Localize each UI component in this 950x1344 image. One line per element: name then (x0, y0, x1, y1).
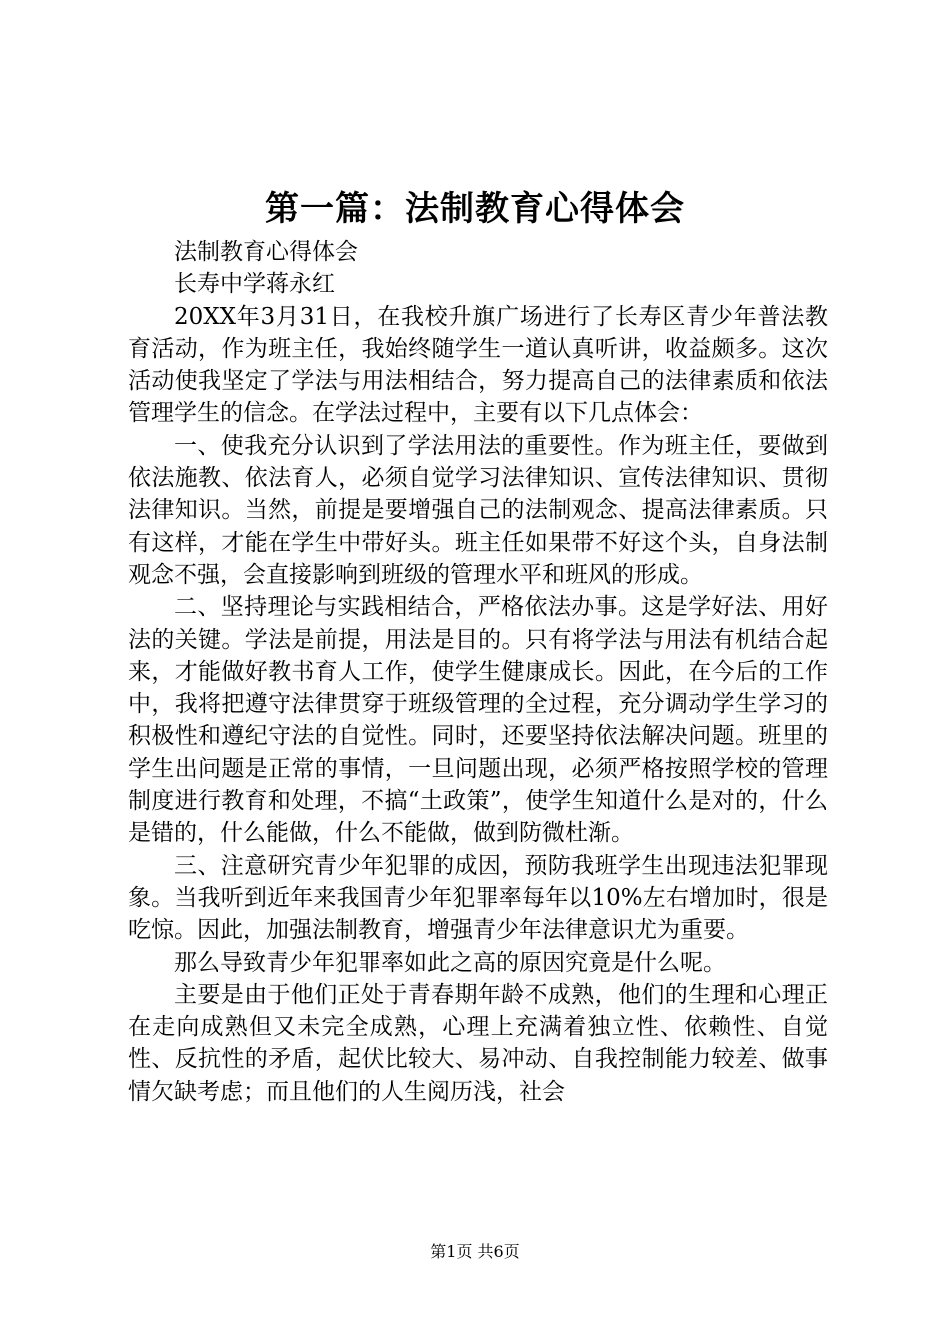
page-footer: 第1页 共6页 (430, 1242, 520, 1261)
document-title: 第一篇：法制教育心得体会 (265, 189, 685, 229)
paragraph-intro: 20XX年3月31日，在我校升旗广场进行了长寿区青少年普法教育活动，作为班主任，我始终随学生一道认真听讲，收益颇多。这次活动使我坚定了学法与用法相结合，努力提高自己的法律素质和依法管理学生的信念。在学法过程中，主要有以下几点体会： (128, 303, 828, 427)
paragraph-point-three: 三、注意研究青少年犯罪的成因，预防我班学生出现违法犯罪现象。当我听到近年来我国青少年犯罪率每年以10%左右增加时，很是吃惊。因此，加强法制教育，增强青少年法律意识尤为重要。 (128, 852, 828, 944)
document-body (128, 236, 828, 1108)
paragraph-point-one: 一、使我充分认识到了学法用法的重要性。作为班主任，要做到依法施教、依法育人，必须自觉学习法律知识、宣传法律知识、贯彻法律知识。当然，前提是要增强自己的法制观念、提高法律素质。只有这样，才能在学生中带好头。班主任如果带不好这个头，自身法制观念不强，会直接影响到班级的管理水平和班风的形成。 (128, 432, 828, 588)
paragraph-author: 长寿中学蒋永红 (174, 271, 335, 298)
paragraph-subtitle: 法制教育心得体会 (174, 239, 358, 265)
paragraph-point-two: 二、坚持理论与实践相结合，严格依法办事。这是学好法、用好法的关键。学法是前提，用法是目的。只有将学法与用法有机结合起来，才能做好教书育人工作，使学生健康成长。因此，在今后的工作中，我将把遵守法律贯穿于班级管理的全过程，充分调动学生学习的积极性和遵纪守法的自觉性。同时，还要坚持依法解决问题。班里的学生出问题是正常的事情，一旦问题出现，必须严格按照学校的管理制度进行教育和处理，不搞“土政策”，使学生知道什么是对的，什么是错的，什么能做，什么不能做，做到防微杜渐。 (128, 594, 828, 847)
paragraph-reason: 主要是由于他们正处于青春期年龄不成熟，他们的生理和心理正在走向成熟但又未完全成熟，心理上充满着独立性、依赖性、自觉性、反抗性的矛盾，起伏比较大、易冲动、自我控制能力较差、做事情欠缺考虑；而且他们的人生阅历浅，社会 (128, 981, 828, 1105)
paragraph-question: 那么导致青少年犯罪率如此之高的原因究竟是什么呢。 (174, 949, 726, 976)
